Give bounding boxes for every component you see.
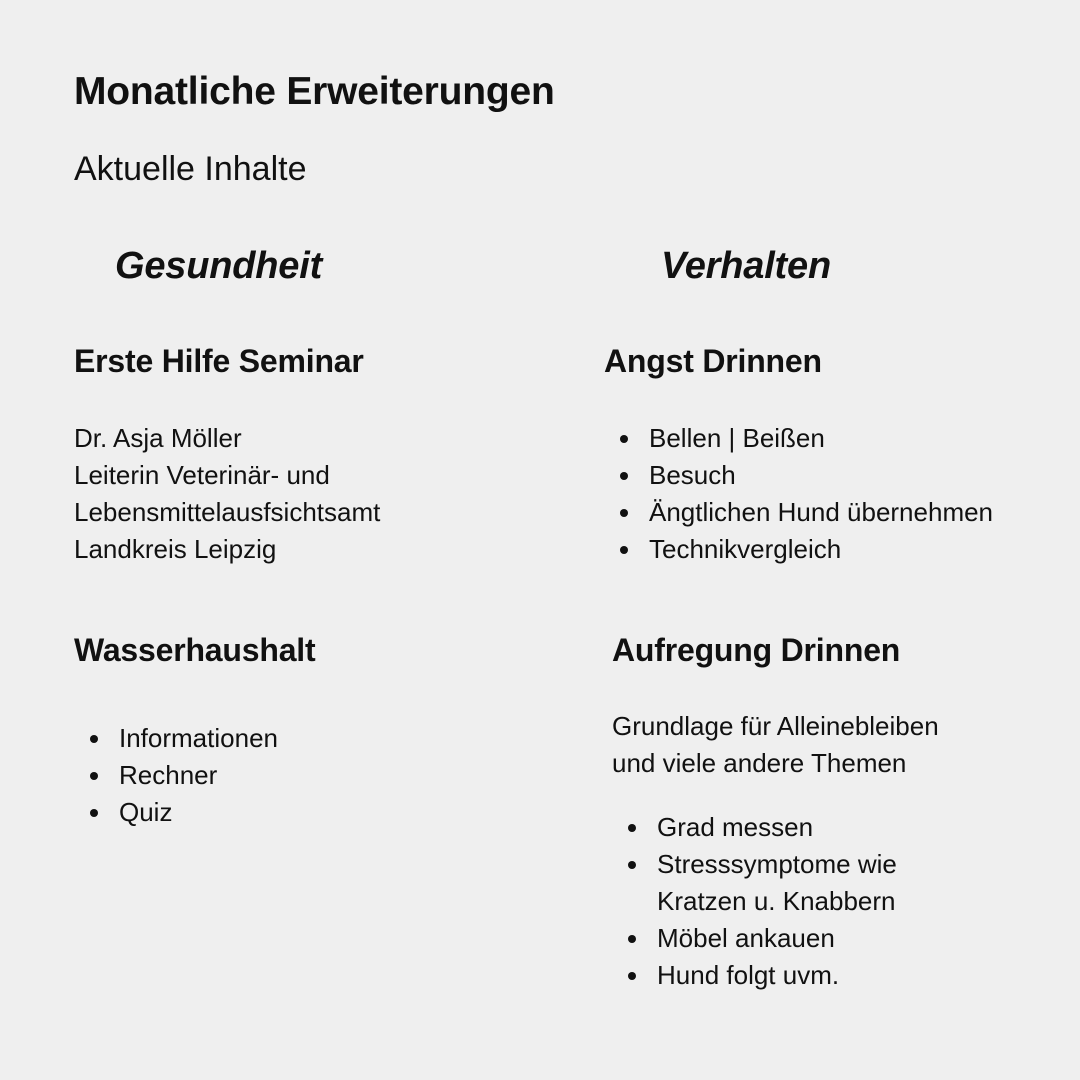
list-item: Grad messen [612,809,897,846]
list-item: Technikvergleich [604,531,993,568]
section-title-angst-drinnen: Angst Drinnen [604,343,822,379]
section-title-erste-hilfe: Erste Hilfe Seminar [74,343,364,379]
erste-hilfe-description [74,420,380,568]
section-title-aufregung-drinnen: Aufregung Drinnen [612,632,901,668]
page-title: Monatliche Erweiterungen [74,70,555,113]
list-item: Rechner [74,757,278,794]
description-line: Leiterin Veterinär- und [74,460,330,490]
wasserhaushalt-list [74,720,278,831]
page-subtitle: Aktuelle Inhalte [74,150,307,188]
aufregung-drinnen-list [612,809,897,994]
list-item: Quiz [74,794,278,831]
category-heading-verhalten: Verhalten [661,245,831,287]
aufregung-description [612,708,939,782]
list-item-line: Stresssymptome wie [657,849,897,879]
description-line: Dr. Asja Möller [74,423,242,453]
list-item: Möbel ankauen [612,920,897,957]
list-item: Informationen [74,720,278,757]
list-item-line: Kratzen u. Knabbern [657,886,896,916]
description-line: Grundlage für Alleinebleiben [612,711,939,741]
section-title-wasserhaushalt: Wasserhaushalt [74,632,316,668]
list-item: Hund folgt uvm. [612,957,897,994]
list-item: Bellen | Beißen [604,420,993,457]
description-line: Landkreis Leipzig [74,534,277,564]
list-item: Besuch [604,457,993,494]
description-line: und viele andere Themen [612,748,907,778]
list-item: Ängtlichen Hund übernehmen [604,494,993,531]
description-line: Lebensmittelausfsichtsamt [74,497,381,527]
angst-drinnen-list [604,420,993,568]
category-heading-gesundheit: Gesundheit [115,245,323,287]
list-item [612,846,897,920]
